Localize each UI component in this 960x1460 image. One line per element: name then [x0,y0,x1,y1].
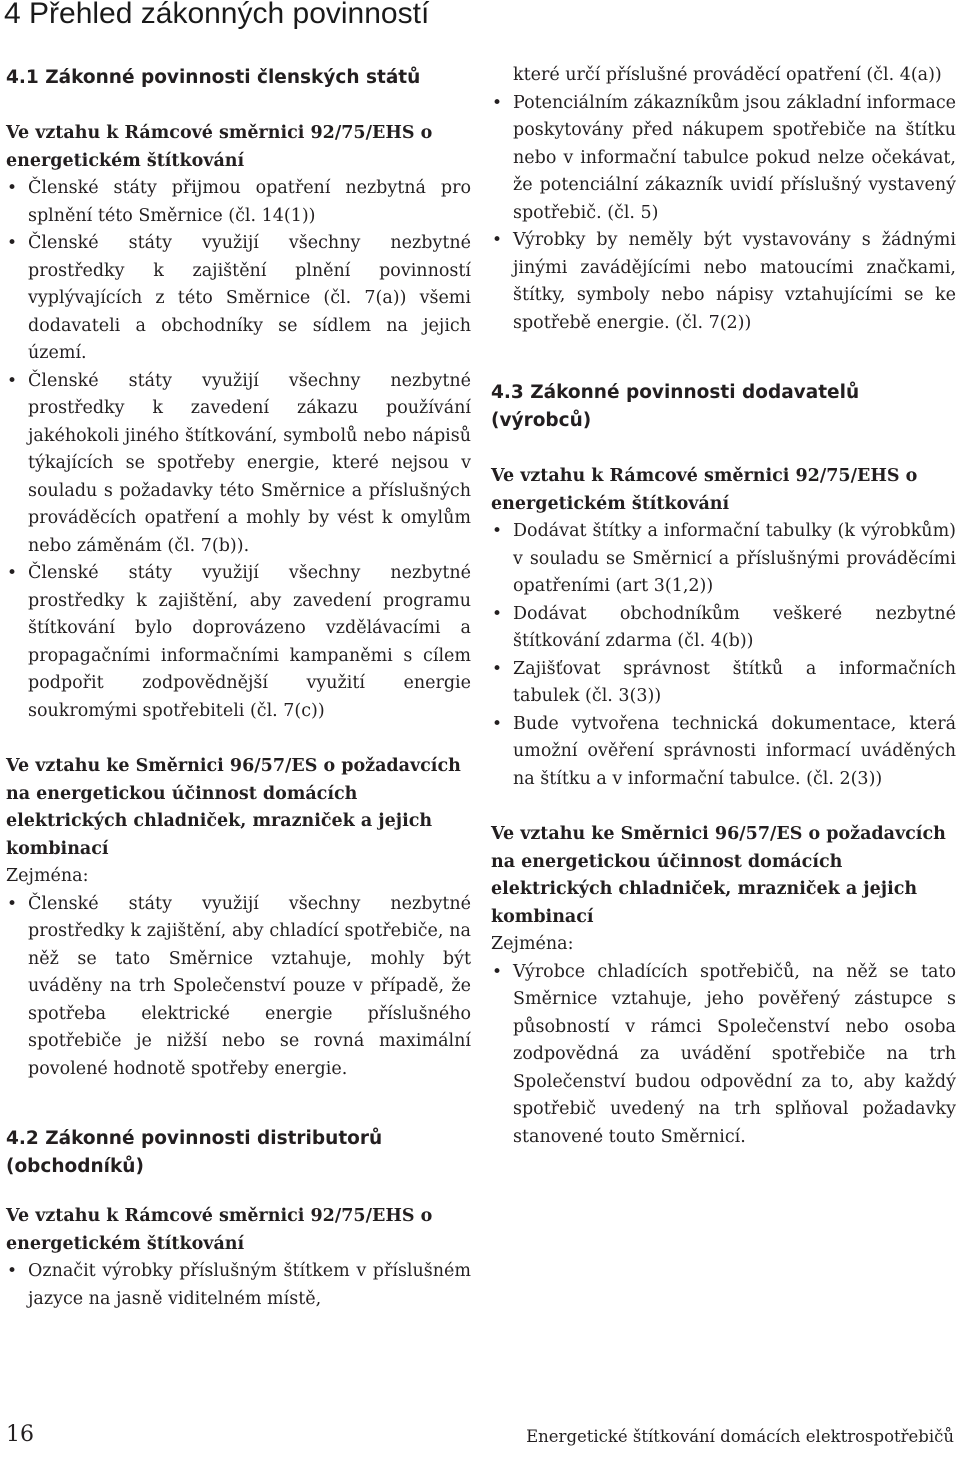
left-column [6,64,471,1313]
obligation-list [491,518,956,793]
section-heading-4-3: 4.3 Zákonné povinnosti dodavatelů (výrobců) [491,382,860,431]
directive-lead: Ve vztahu ke Směrnici 96/57/ES o požadavcích na energetickou účinnost domácích elektrických chladniček, mrazniček a jejich kombinací [6,756,461,859]
list-item: • Členské státy využijí všechny nezbytné prostředky k zajištění, aby zavedení programu štítkování bylo doprovázeno vzdělávacími a propagačními informačními kampaněmi s cílem podpořit zodpovědnější využití energie soukromými spotřebiteli (čl. 7(c)) [6,560,471,725]
right-column [491,62,956,1151]
section-heading-4-2: 4.2 Zákonné povinnosti distributorů (obchodníků) [6,1128,383,1177]
page-title: 4 Přehled zákonných povinností [4,0,430,30]
list-item: • Zajišťovat správnost štítků a informačních tabulek (čl. 3(3)) [491,656,956,711]
list-item: • Výrobky by neměly být vystavovány s žádnými jinými zaváděјícími nebo matoucími značkami, štítky, symboly nebo nápisy vztahujícími se ke spotřebě energie. (čl. 7(2)) [491,227,956,337]
running-footer-title: Energetické štítkování domácích elektrospotřebičů [526,1427,954,1446]
directive-lead: Ve vztahu ke Směrnici 96/57/ES o požadavcích na energetickou účinnost domácích elektrických chladniček, mrazniček a jejich kombinací [491,824,946,927]
continued-text: které určí příslušné prováděcí opatření (čl. 4(a)) [513,65,942,85]
list-item: • Bude vytvořena technická dokumentace, která umožní ověření správnosti informací uváděných na štítku a v informační tabulce. (čl. 2(3)) [491,711,956,794]
obligation-list [6,891,471,1084]
list-item: • Členské státy využijí všechny nezbytné prostředky k zavedení zákazu používání jakéhokoli jiného štítkování, symbolů nebo nápisů týkajících se spotřeby energie, které nejsou v souladu s požadavky této Směrnice a příslušných prováděcích opatření a mohly by vést k omylům nebo záměnám (čl. 7(b)). [6,368,471,561]
directive-lead: Ve vztahu k Rámcové směrnici 92/75/EHS o energetickém štítkování [6,123,433,171]
list-item: • Členské státy využijí všechny nezbytné prostředky k zajištění plnění povinností vyplývajících z této Směrnice (čl. 7(a)) všemi dodavateli a obchodníky se sídlem na jejich území. [6,230,471,368]
list-item: • Označit výrobky příslušným štítkem v příslušném jazyce na jasně viditelném místě, [6,1258,471,1313]
list-item: • Výrobce chladících spotřebičů, na něž se tato Směrnice vztahuje, jeho pověřený zástupce s působností v rámci Společenství nebo osoba zodpovědná za uvádění spotřebiče na trh Společenství budou odpovědní za to, aby každý spotřebič uvedený na trh splňoval požadavky stanovené touto Směrnicí. [491,959,956,1152]
obligation-list [6,175,471,725]
list-item: • Dodávat obchodníkům veškeré nezbytné štítkování zdarma (čl. 4(b)) [491,601,956,656]
intro-text: Zejména: [491,934,574,954]
page-number: 16 [6,1422,34,1447]
list-item: • Členské státy přijmou opatření nezbytná pro splnění této Směrnice (čl. 14(1)) [6,175,471,230]
list-item: • Členské státy využijí všechny nezbytné prostředky k zajištění, aby chladící spotřebiče, na něž se tato Směrnice vztahuje, mohly být uváděny na trh Společenství pouze v případě, že spotřeba elektrické energie příslušného spotřebiče je nižší nebo se rovná maximální povolené hodnotě spotřeby energie. [6,891,471,1084]
intro-text: Zejména: [6,866,89,886]
obligation-list [491,959,956,1152]
list-item: • Dodávat štítky a informační tabulky (k výrobkům) v souladu se Směrnicí a příslušnými prováděcími opatřeními (art 3(1,2)) [491,518,956,601]
directive-lead: Ve vztahu k Rámcové směrnici 92/75/EHS o energetickém štítkování [6,1206,433,1254]
section-heading-4-1: 4.1 Zákonné povinnosti členských států [6,67,421,88]
obligation-list [6,1258,471,1313]
obligation-list [491,90,956,338]
directive-lead: Ve vztahu k Rámcové směrnici 92/75/EHS o energetickém štítkování [491,466,918,514]
list-item: • Potenciálním zákazníkům jsou základní informace poskytovány před nákupem spotřebiče na štítku nebo v informační tabulce pokud nelze očekávat, že potenciální zákazník uvidí příslušný vystavený spotřebič. (čl. 5) [491,90,956,228]
